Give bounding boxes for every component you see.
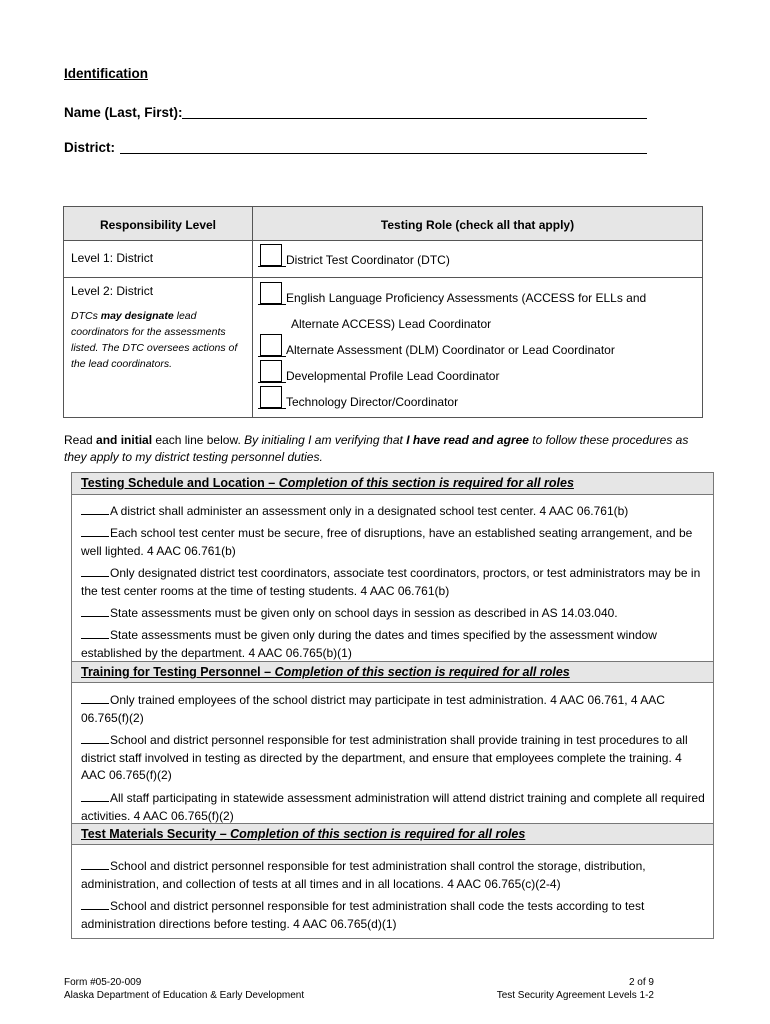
elp-checkbox-underline <box>258 304 286 305</box>
dtc-checkbox[interactable] <box>260 244 282 266</box>
district-label: District: <box>64 140 116 155</box>
initial-blank[interactable] <box>81 605 109 617</box>
list-item: All staff participating in statewide assessment administration will attend district training and complete all required activities. 4 AAC 06.765(f)(2) <box>81 791 705 823</box>
footer-left <box>64 976 304 1002</box>
dlm-checkbox-underline <box>258 356 286 357</box>
role-table-row-divider <box>64 277 702 278</box>
role-table <box>63 206 703 418</box>
dtc-checkbox-underline <box>258 266 286 267</box>
list-item: State assessments must be given only during the dates and times specified by the assessment window established by the department. 4 AAC 06.765(b)(1) <box>81 628 657 660</box>
role-table-divider <box>252 207 253 417</box>
initial-blank[interactable] <box>81 732 109 744</box>
role-dtc: District Test Coordinator (DTC) <box>286 253 450 267</box>
list-item: State assessments must be given only on school days in session as described in AS 14.03.040. <box>81 605 705 623</box>
level-1-label: Level 1: District <box>71 251 154 265</box>
section-header-training <box>72 661 713 683</box>
initial-blank[interactable] <box>81 565 109 577</box>
initial-blank[interactable] <box>81 525 109 537</box>
role-dlm: Alternate Assessment (DLM) Coordinator or Lead Coordinator <box>286 343 615 357</box>
section-header-materials-security <box>72 823 713 845</box>
technology-director-checkbox[interactable] <box>260 386 282 408</box>
initial-blank[interactable] <box>81 627 109 639</box>
name-label: Name (Last, First): <box>64 105 183 120</box>
section-title: Testing Schedule and Location – Completion of this section is required for all roles <box>81 476 574 490</box>
role-technology-director: Technology Director/Coordinator <box>286 395 459 409</box>
developmental-profile-checkbox-underline <box>258 382 286 383</box>
level-2-label: Level 2: District <box>71 284 154 298</box>
role-elp-line2: Alternate ACCESS) Lead Coordinator <box>291 317 492 331</box>
procedures-table <box>71 472 714 939</box>
list-item: Each school test center must be secure, free of disruptions, have an established seating arrangement, and be well lighted. 4 AAC 06.761(b) <box>81 526 693 558</box>
department-name: Alaska Department of Education & Early Development <box>64 990 305 1001</box>
list-item: Only trained employees of the school district may participate in test administration. 4 AAC 06.761, 4 AAC 06.765(f)(2) <box>81 693 665 725</box>
footer-right <box>497 976 654 1002</box>
list-item: School and district personnel responsible for test administration shall control the storage, distribution, administration, and collection of tests at all times and in all locations. 4 AAC 06.765(c)(2-4) <box>81 859 646 891</box>
section-title: Training for Testing Personnel – Completion of this section is required for all roles <box>81 665 570 679</box>
name-field[interactable] <box>182 118 647 119</box>
initial-blank[interactable] <box>81 503 109 515</box>
dlm-checkbox[interactable] <box>260 334 282 356</box>
district-field[interactable] <box>120 153 647 154</box>
elp-checkbox[interactable] <box>260 282 282 304</box>
list-item: School and district personnel responsible for test administration shall code the tests according to test administration directions before testing. 4 AAC 06.765(d)(1) <box>81 899 645 931</box>
role-developmental-profile: Developmental Profile Lead Coordinator <box>286 369 500 383</box>
list-item: A district shall administer an assessment only in a designated school test center. 4 AAC 06.761(b) <box>81 503 705 521</box>
instructions: Read and initial each line below. By initialing I am verifying that I have read and agree to follow these procedures as they apply to my district testing personnel duties. <box>64 433 689 464</box>
technology-director-checkbox-underline <box>258 408 286 409</box>
section-title: Test Materials Security – Completion of this section is required for all roles <box>81 827 526 841</box>
level-2-note: DTCs may designate lead coordinators for the assessments listed. The DTC oversees actions of the lead coordinators. <box>71 310 238 370</box>
list-item: Only designated district test coordinators, associate test coordinators, proctors, or test administrators may be in the test center rooms at the time of testing students. 4 AAC 06.761(b) <box>81 566 701 598</box>
responsibility-level-header: Responsibility Level <box>99 218 217 232</box>
section-header-testing-schedule <box>72 473 713 495</box>
role-elp-line1: English Language Proficiency Assessments (ACCESS for ELLs and <box>286 291 647 305</box>
testing-role-header: Testing Role (check all that apply) <box>380 218 575 232</box>
list-item: School and district personnel responsible for test administration shall provide training in test procedures to all district staff involved in testing as directed by the department, and ensure that employees complete the training. 4 AAC 06.765(f)(2) <box>81 733 688 782</box>
page-number: 2 of 9 <box>628 977 654 988</box>
form-number: Form #05-20-009 <box>64 977 142 988</box>
initial-blank[interactable] <box>81 858 109 870</box>
initial-blank[interactable] <box>81 898 109 910</box>
initial-blank[interactable] <box>81 790 109 802</box>
developmental-profile-checkbox[interactable] <box>260 360 282 382</box>
identification-heading: Identification <box>64 66 148 81</box>
initial-blank[interactable] <box>81 692 109 704</box>
document-title: Test Security Agreement Levels 1-2 <box>496 990 654 1001</box>
